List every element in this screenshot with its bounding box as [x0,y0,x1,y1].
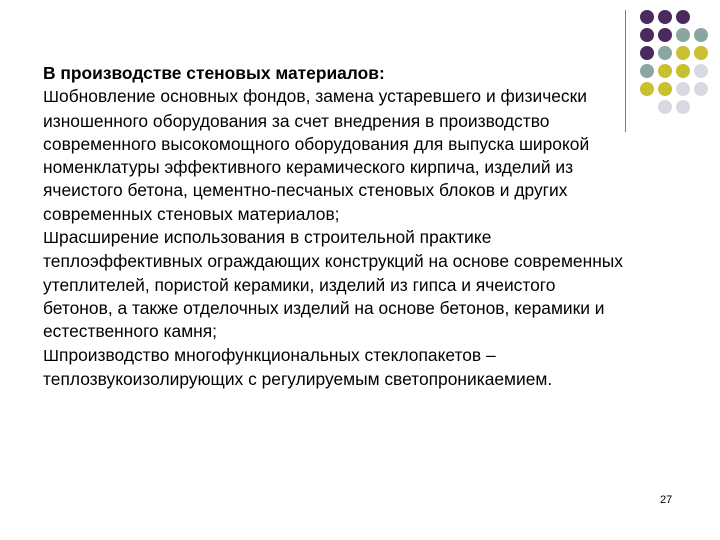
list-item-text: расширение использования в строительной практике теплоэффективных ограждающих конструкций на основе современных утеплителей, пористой керамики, изделий из гипса и ячеистого бетонов, а также отделочных изделий на основе бетонов, керамики и естественного камня; [43,227,624,342]
page-number: 27 [660,494,673,506]
list-item-text: обновление основных фондов, замена устаревшего и физически изношенного оборудования за счет внедрения в производство современного высокомощного оборудования для выпуска широкой номенклатуры эффективного керамического кирпича, изделий из ячеистого бетона, цементно-песчаных стеновых блоков и других современных стеновых материалов; [43,86,590,224]
slide-heading: В производстве стеновых материалов: [43,63,385,83]
divider-line [625,10,626,132]
decorative-dot [658,64,672,78]
decorative-dot [676,46,690,60]
decorative-dot [676,10,690,24]
bullet-glyph: Ш [43,346,60,365]
decorative-dot [658,100,672,114]
decorative-dot [658,28,672,42]
bullet-glyph: Ш [43,88,60,107]
decorative-dot-grid [640,10,720,120]
list-item [43,226,623,343]
decorative-dot [640,28,654,42]
decorative-dot [676,28,690,42]
decorative-dot [676,64,690,78]
decorative-dot [694,82,708,96]
decorative-dot [694,28,708,42]
slide-body [43,62,623,391]
decorative-dot [640,46,654,60]
decorative-dot [658,10,672,24]
decorative-dot [694,64,708,78]
list-item [43,344,623,392]
list-item-text: производство многофункциональных стеклопакетов – теплозвукоизолирующих с регулируемым светопроникаемием. [43,344,553,389]
decorative-dot [640,64,654,78]
list-item [43,85,623,226]
decorative-dot [640,10,654,24]
decorative-dot [640,82,654,96]
decorative-dot [676,100,690,114]
decorative-dot [658,46,672,60]
decorative-dot [694,46,708,60]
decorative-dot [658,82,672,96]
bullet-glyph: Ш [43,229,60,248]
decorative-dot [676,82,690,96]
